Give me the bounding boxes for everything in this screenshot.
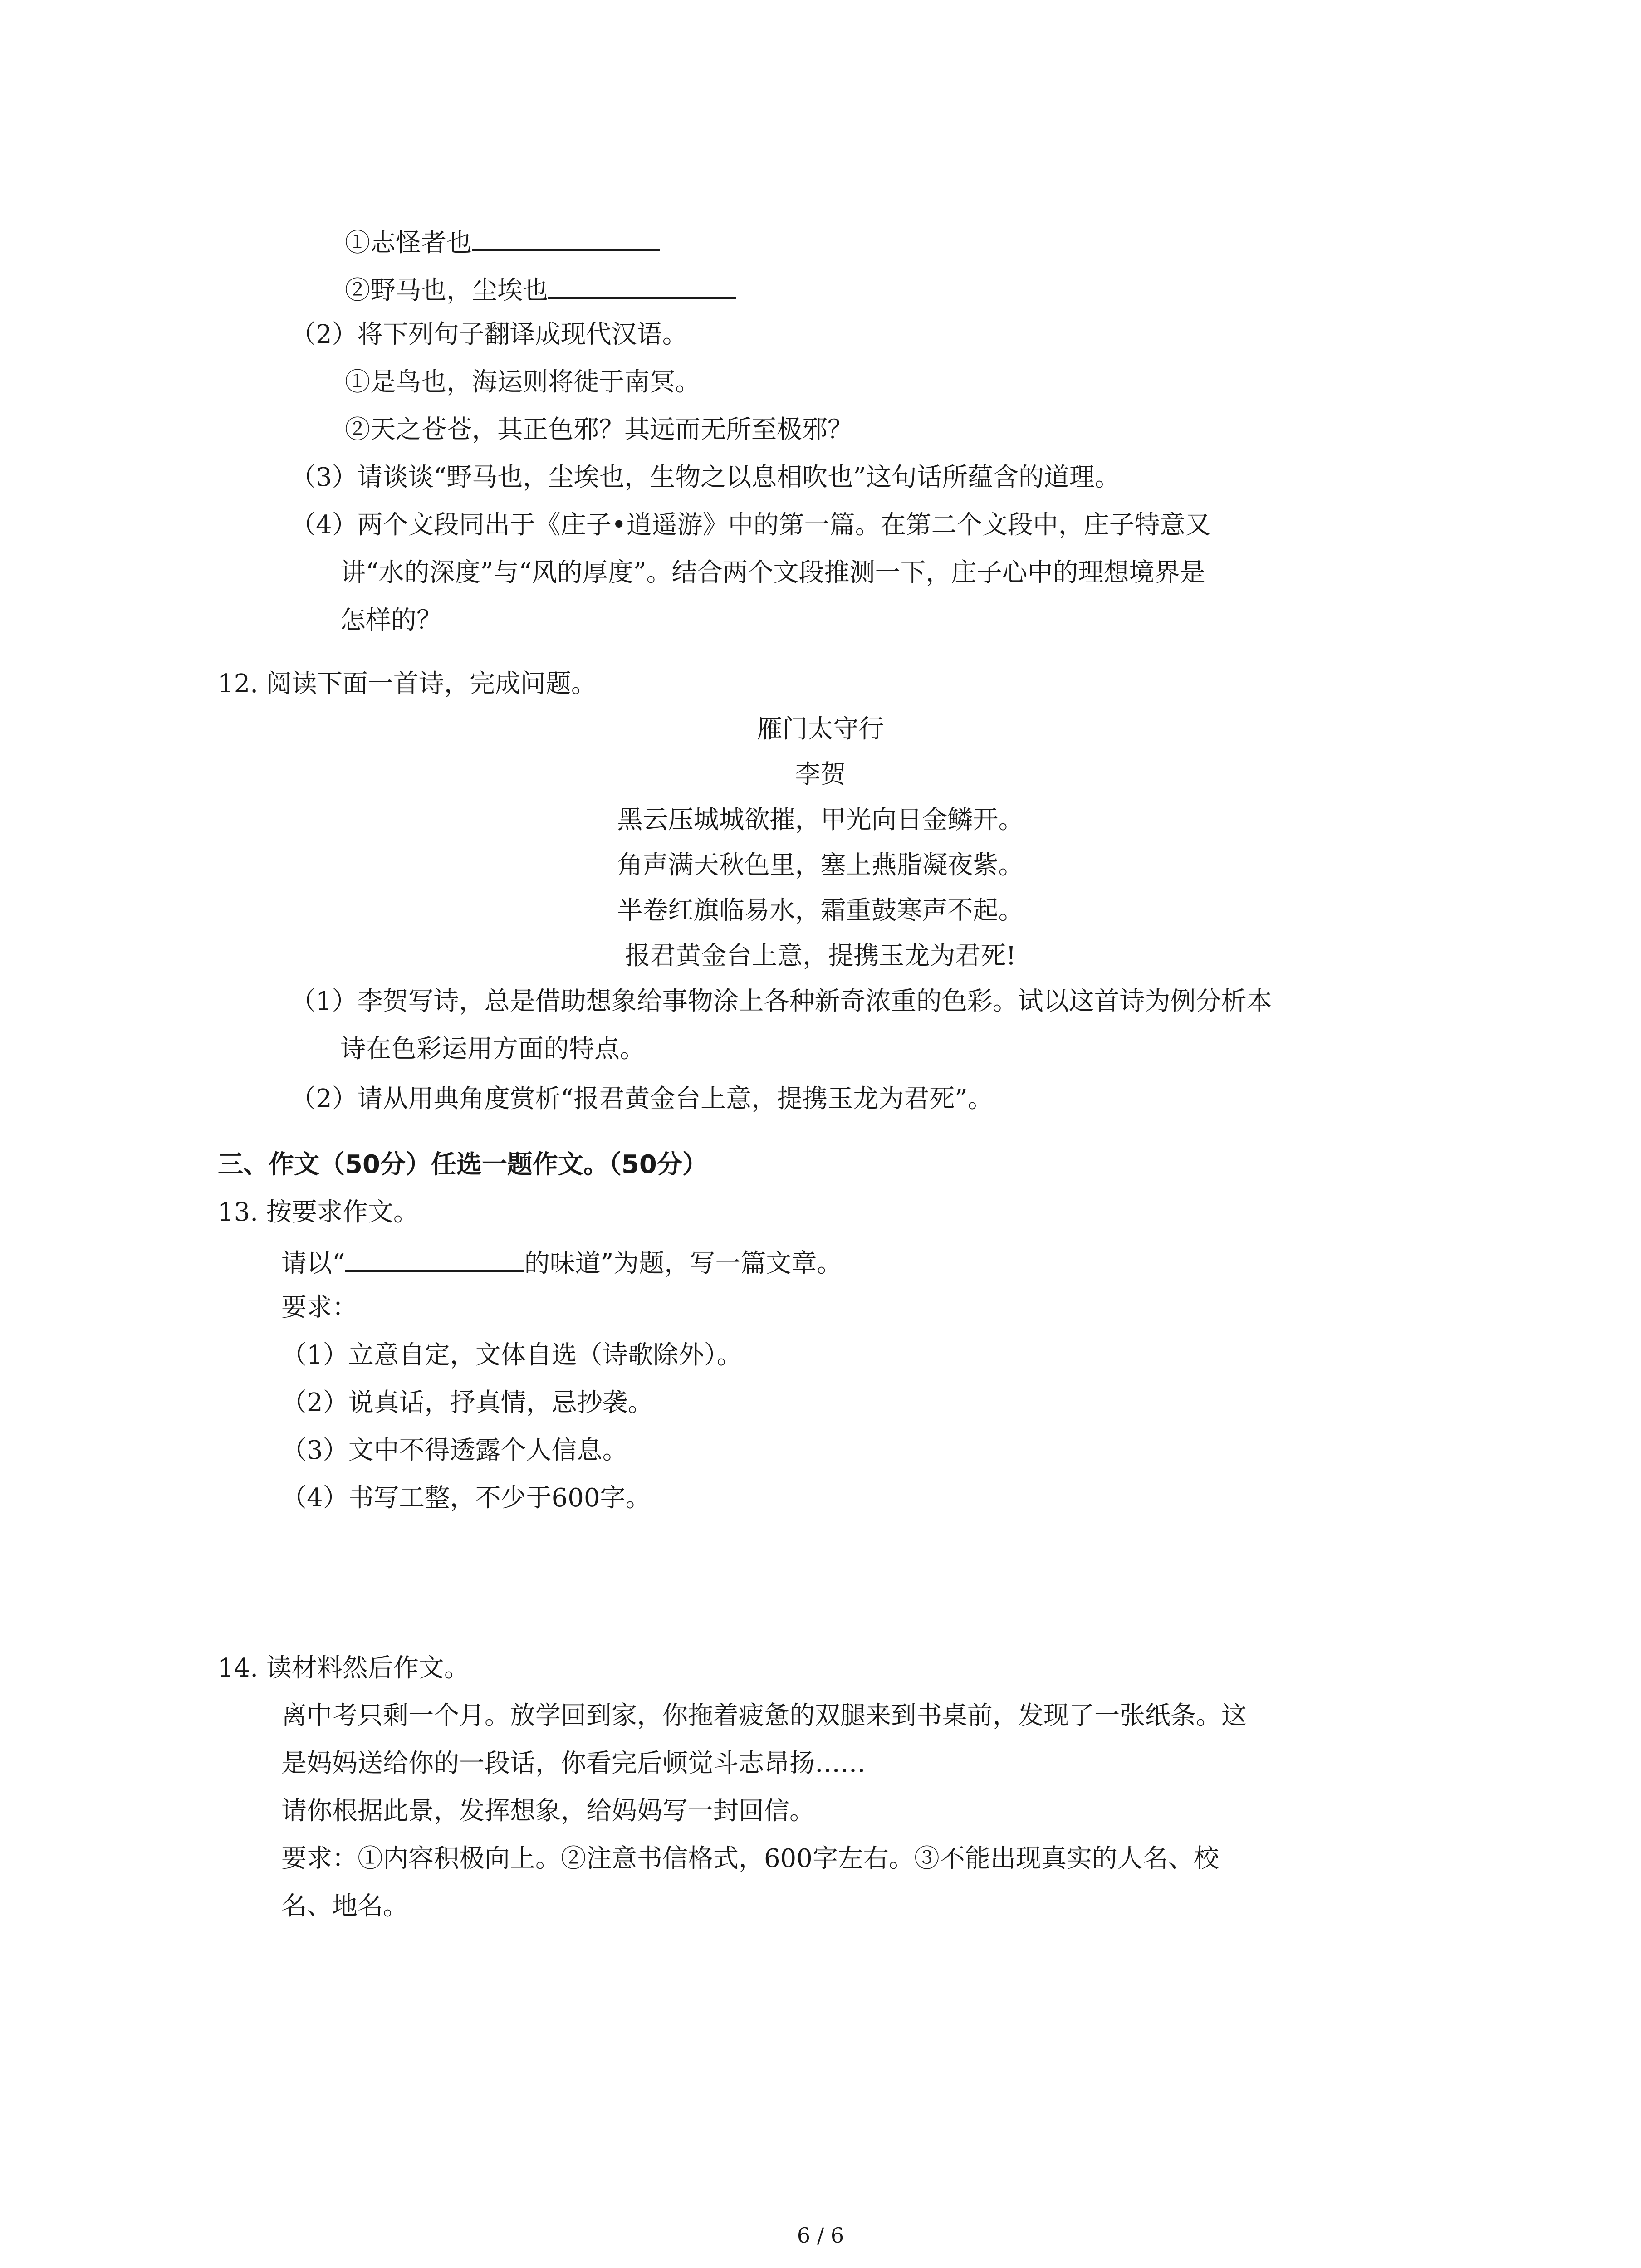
q14-requirements-line2: 名、地名。 <box>281 1892 408 1921</box>
question-13-heading: 13. 按要求作文。 <box>218 1198 419 1227</box>
q11-3-prompt: （3）请谈谈“野马也，尘埃也，生物之以息相吹也”这句话所蕴含的道理。 <box>290 463 1120 492</box>
q14-task: 请你根据此景，发挥想象，给妈妈写一封回信。 <box>281 1796 815 1826</box>
q11-2-item-b: ②天之苍苍，其正色邪？其远而无所至极邪？ <box>345 415 853 445</box>
question-12-heading: 12. 阅读下面一首诗，完成问题。 <box>218 669 597 699</box>
q11-2-item-a: ①是鸟也，海运则将徙于南冥。 <box>345 367 700 397</box>
title-blank <box>345 1247 524 1272</box>
poem-line-1: 黑云压城城欲摧，甲光向日金鳞开。 <box>617 805 1024 835</box>
poem-line-2: 角声满天秋色里，塞上燕脂凝夜紫。 <box>617 850 1024 880</box>
answer-blank <box>472 227 660 251</box>
q14-material-line2: 是妈妈送给你的一段话，你看完后顿觉斗志昂扬…… <box>281 1749 866 1778</box>
poem-line-3: 半卷红旗临易水，霜重鼓寒声不起。 <box>617 896 1024 925</box>
q13-requirements-label: 要求： <box>281 1293 358 1322</box>
answer-blank <box>548 274 736 299</box>
q11-1-item-b: ②野马也，尘埃也 <box>345 274 736 303</box>
section-3-heading: 三、作文（50分）任选一题作文。（50分） <box>218 1150 708 1179</box>
q11-2-prompt: （2）将下列句子翻译成现代汉语。 <box>290 320 688 349</box>
q11-1-item-a: ①志怪者也 <box>345 227 660 256</box>
q13-requirement-4: （4）书写工整，不少于600字。 <box>281 1483 651 1513</box>
poem-author: 李贺 <box>795 760 846 789</box>
question-14-heading: 14. 读材料然后作文。 <box>218 1653 470 1683</box>
q13-prompt: 请以“ 的味道”为题，写一篇文章。 <box>281 1247 842 1276</box>
q12-1-prompt-line2: 诗在色彩运用方面的特点。 <box>340 1034 645 1064</box>
page-number: 6 / 6 <box>797 2223 844 2248</box>
poem-title: 雁门太守行 <box>757 714 884 744</box>
q13-requirement-2: （2）说真话，抒真情，忌抄袭。 <box>281 1388 653 1418</box>
q11-4-prompt-line3: 怎样的？ <box>340 606 442 635</box>
q14-material-line1: 离中考只剩一个月。放学回到家，你拖着疲惫的双腿来到书桌前，发现了一张纸条。这 <box>281 1701 1247 1730</box>
q11-4-prompt-line1: （4）两个文段同出于《庄子•逍遥游》中的第一篇。在第二个文段中，庄子特意又 <box>290 510 1211 540</box>
poem-line-4: 报君黄金台上意，提携玉龙为君死! <box>625 941 1016 971</box>
q12-2-prompt: （2）请从用典角度赏析“报君黄金台上意，提携玉龙为君死”。 <box>290 1084 993 1114</box>
q12-1-prompt-line1: （1）李贺写诗，总是借助想象给事物涂上各种新奇浓重的色彩。试以这首诗为例分析本 <box>290 987 1272 1016</box>
q13-requirement-1: （1）立意自定，文体自选（诗歌除外）。 <box>281 1340 742 1370</box>
q13-requirement-3: （3）文中不得透露个人信息。 <box>281 1436 628 1465</box>
q11-4-prompt-line2: 讲“水的深度”与“风的厚度”。结合两个文段推测一下，庄子心中的理想境界是 <box>340 558 1205 587</box>
q14-requirements-line1: 要求：①内容积极向上。②注意书信格式，600字左右。③不能出现真实的人名、校 <box>281 1844 1219 1873</box>
